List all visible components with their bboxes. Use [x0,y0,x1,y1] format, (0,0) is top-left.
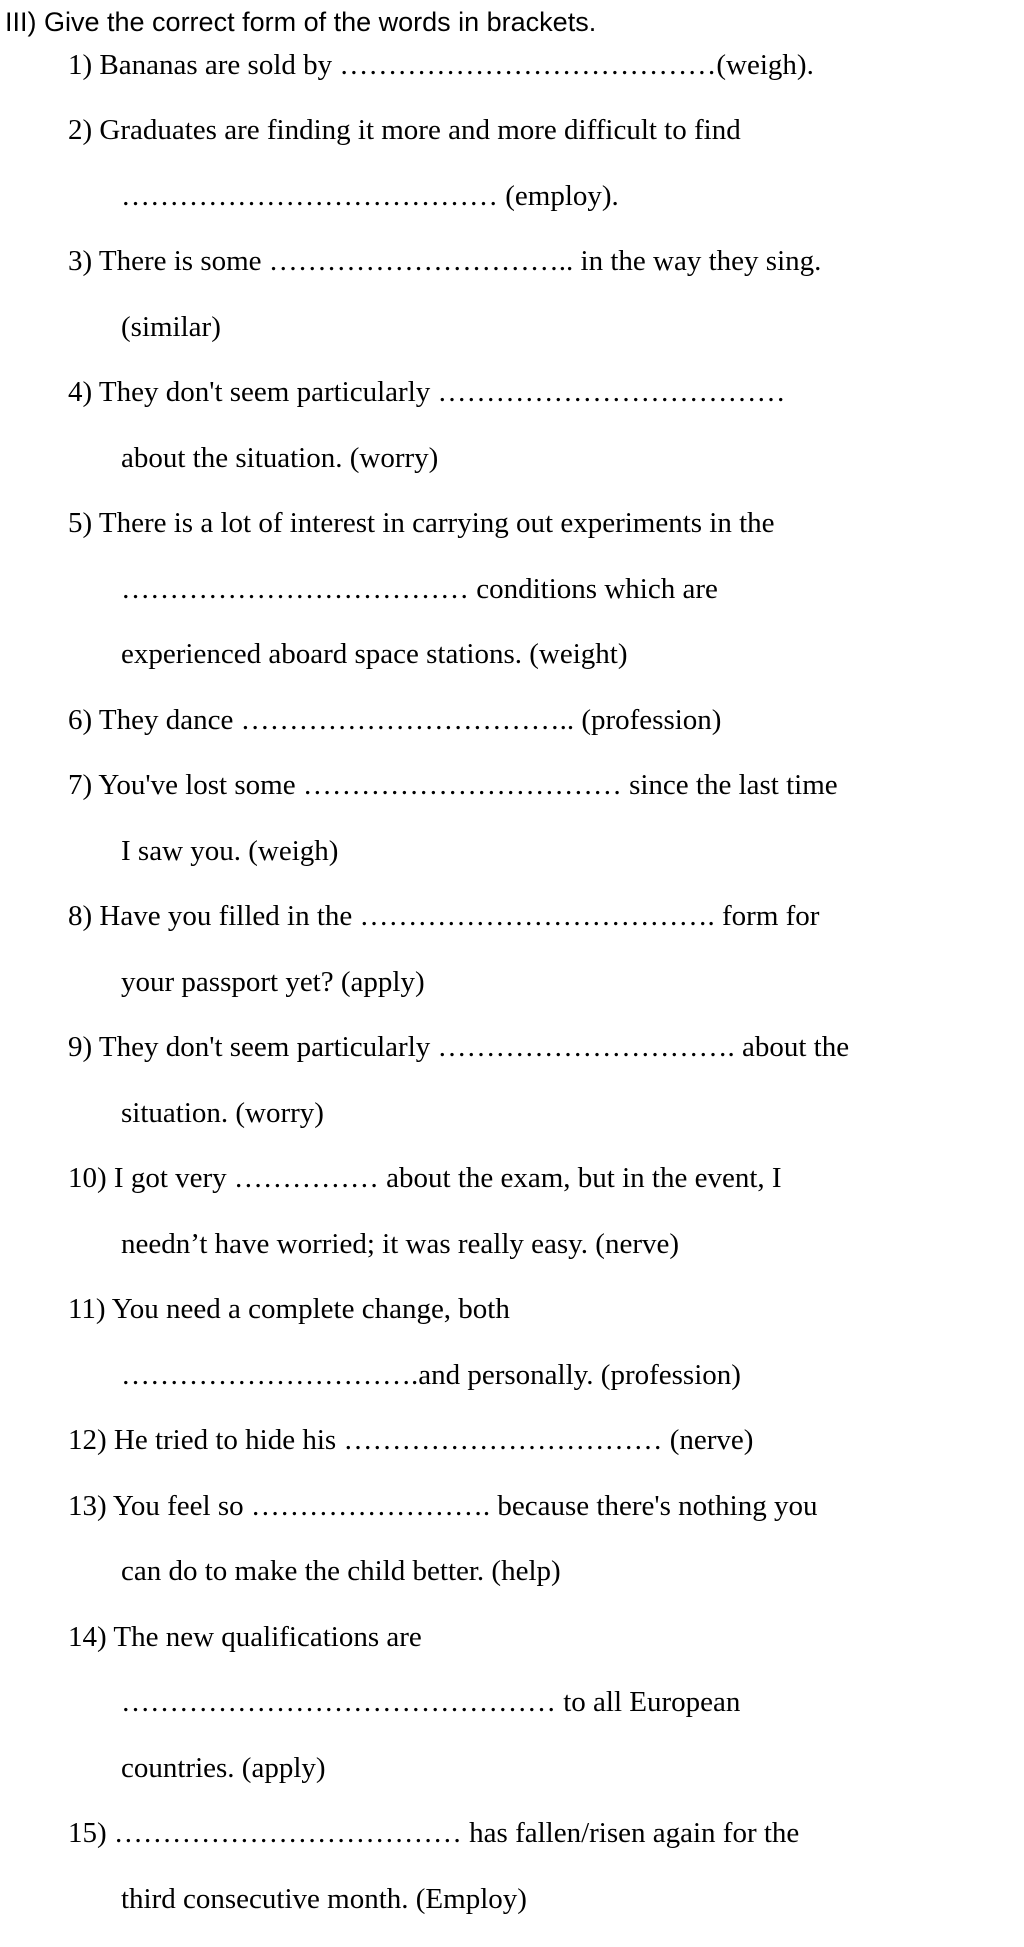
exercise-item-5-line-3: experienced aboard space stations. (weight) [121,638,628,670]
exercise-item-5-line-2: ……………………………… conditions which are [121,573,718,605]
exercise-item-7-line-2: I saw you. (weigh) [121,835,339,867]
exercise-heading: III) Give the correct form of the words in brackets. [5,7,597,37]
exercise-item-2-line-1: 2) Graduates are finding it more and more difficult to find [68,114,741,146]
exercise-item-3-line-2: (similar) [121,311,221,343]
exercise-item-1-line-1: 1) Bananas are sold by …………………………………(weigh). [68,49,814,81]
exercise-item-10-line-2: needn’t have worried; it was really easy. (nerve) [121,1228,680,1260]
exercise-item-14-line-2: ……………………………………… to all European [121,1686,741,1718]
exercise-item-13-line-1: 13) You feel so ……………………. because there's nothing you [68,1490,818,1522]
exercise-item-9-line-1: 9) They don't seem particularly …………………………. about the [68,1031,850,1063]
exercise-item-10-line-1: 10) I got very …………… about the exam, but in the event, I [68,1162,782,1194]
exercise-item-5-line-1: 5) There is a lot of interest in carrying out experiments in the [68,507,775,539]
exercise-item-15-line-2: third consecutive month. (Employ) [121,1883,527,1915]
exercise-item-3-line-1: 3) There is some ………………………….. in the way they sing. [68,245,822,277]
exercise-item-11-line-2: ………………………….and personally. (profession) [121,1359,741,1391]
exercise-item-8-line-2: your passport yet? (apply) [121,966,425,998]
exercise-item-11-line-1: 11) You need a complete change, both [68,1293,510,1325]
exercise-item-6-line-1: 6) They dance …………………………….. (profession) [68,704,722,736]
exercise-item-4-line-2: about the situation. (worry) [121,442,439,474]
exercise-item-13-line-2: can do to make the child better. (help) [121,1555,561,1587]
exercise-item-14-line-1: 14) The new qualifications are [68,1621,422,1653]
exercise-item-12-line-1: 12) He tried to hide his …………………………… (nerve) [68,1424,754,1456]
exercise-item-9-line-2: situation. (worry) [121,1097,324,1129]
exercise-item-7-line-1: 7) You've lost some …………………………… since the last time [68,769,838,801]
exercise-item-8-line-1: 8) Have you filled in the ………………………………. form for [68,900,820,932]
exercise-item-4-line-1: 4) They don't seem particularly ……………………………… [68,376,786,408]
exercise-item-2-line-2: ………………………………… (employ). [121,180,619,212]
exercise-item-14-line-3: countries. (apply) [121,1752,326,1784]
exercise-item-15-line-1: 15) ……………………………… has fallen/risen again for the [68,1817,800,1849]
